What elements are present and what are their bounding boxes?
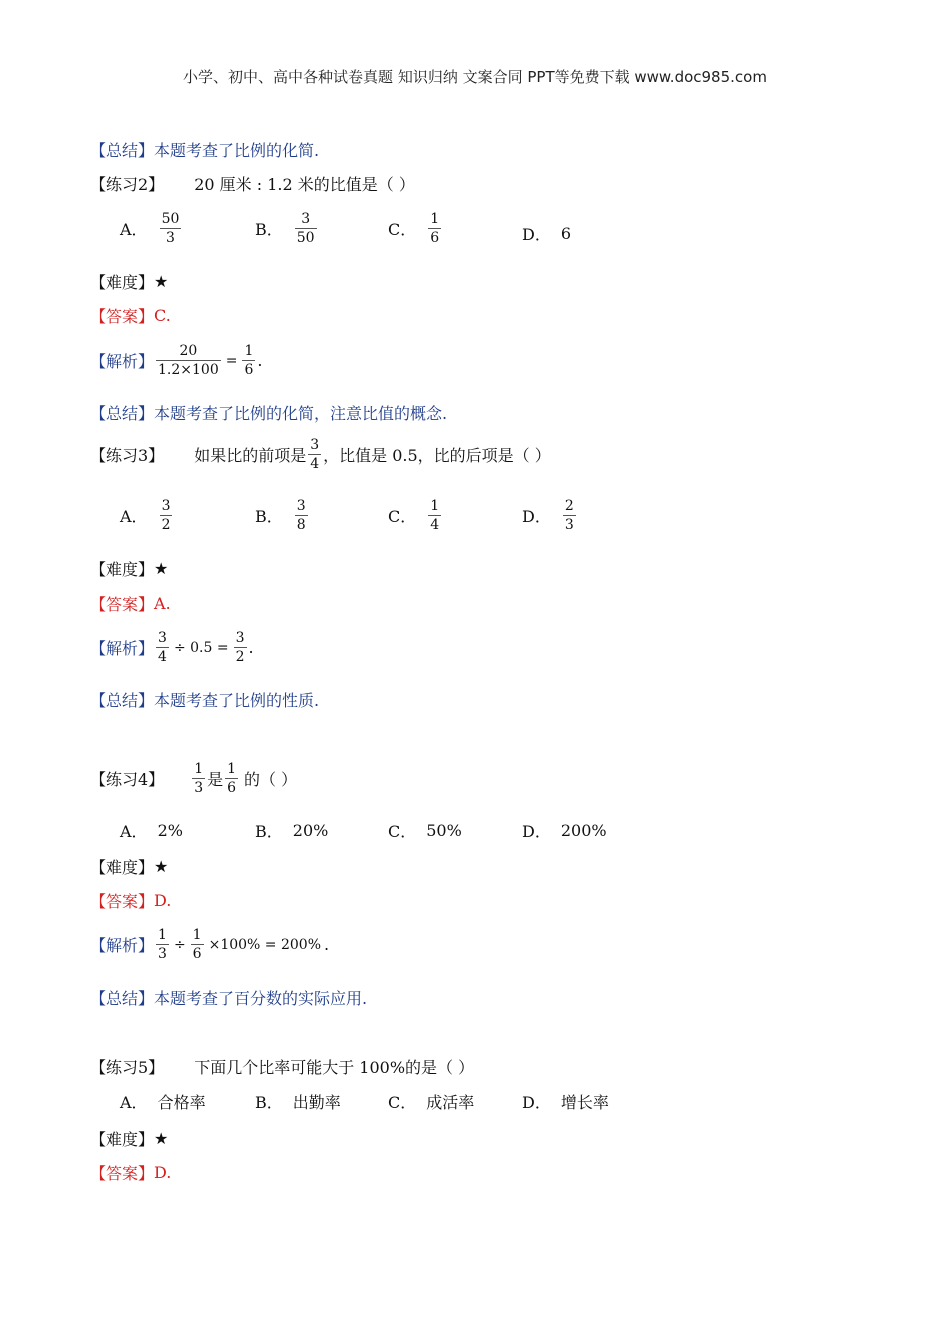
option-c: C． $\frac{1}{4}$: [388, 498, 440, 533]
page-header: 小学、初中、高中各种试卷真题 知识归纳 文案合同 PPT等免费下载 www.doc985.com: [183, 68, 767, 86]
question-label: 【练习2】: [90, 175, 165, 194]
question-4: 【练习4】 $\frac{1}{3}$ 是 $\frac{1}{6}$ 的（ ）: [90, 761, 298, 796]
difficulty-5: 【难度】 ★: [90, 1129, 169, 1149]
analysis-2: 【解析】 $\frac{20}{1.2\times 100}$ = $\frac{1}{6}$ .: [90, 343, 263, 378]
option-d: D． 200%: [522, 821, 607, 841]
answer-5: 【答案】 D.: [90, 1163, 172, 1183]
option-b: B． $\frac{3}{8}$: [255, 498, 306, 533]
summary-2: 【总结】 本题考查了比例的化简，注意比值的概念.: [90, 404, 448, 423]
summary-4: 【总结】 本题考查了百分数的实际应用.: [90, 989, 368, 1008]
difficulty-4: 【难度】 ★: [90, 857, 169, 877]
summary-tag: 【总结】: [90, 141, 155, 160]
option-d: D． 增长率: [522, 1093, 609, 1112]
fraction: $\frac{3}{50}$: [296, 211, 315, 246]
answer-3: 【答案】 A.: [90, 594, 171, 614]
option-a: A． $\frac{3}{2}$: [120, 498, 171, 533]
option-d: D． $\frac{2}{3}$: [522, 498, 574, 533]
option-d: D． 6: [522, 224, 572, 244]
analysis-3: 【解析】 $\frac{3}{4}$ ÷ 0.5 = $\frac{3}{2}$ .: [90, 630, 254, 665]
fraction: $\frac{1}{3}$: [158, 927, 167, 962]
option-b: B． 20%: [255, 821, 329, 841]
option-a: A． 合格率: [120, 1093, 206, 1112]
question-5: 【练习5】 下面几个比率可能大于 100%的是（ ）: [90, 1058, 475, 1077]
fraction: $\frac{3}{4}$: [310, 437, 320, 472]
question-2: [90, 172, 415, 195]
fraction: $\frac{1}{6}$: [192, 927, 202, 962]
fraction: $\frac{1}{4}$: [430, 498, 440, 533]
fraction: $\frac{3}{4}$: [158, 630, 167, 665]
option-b: B． 出勤率: [255, 1093, 341, 1112]
option-b: B． $\frac{3}{50}$: [255, 211, 315, 246]
star-icon: ★: [154, 272, 169, 291]
fraction: $\frac{3}{2}$: [161, 498, 171, 533]
question-3: 【练习3】 如果比的前项是 $\frac{3}{4}$ ，比值是 0.5，比的后项是（ ）: [90, 437, 551, 472]
fraction: $\frac{1}{6}$: [244, 343, 254, 378]
difficulty-2: 【难度】 ★: [90, 272, 169, 292]
fraction: $\frac{20}{1.2\times 100}$: [158, 343, 219, 378]
fraction: $\frac{1}{3}$: [194, 761, 204, 796]
question-text: 20 厘米 : 1.2 米的比值是（ ）: [194, 175, 415, 194]
summary-text: 本题考查了比例的化简.: [154, 141, 320, 160]
option-c: C． $\frac{1}{6}$: [388, 211, 440, 246]
fraction: $\frac{2}{3}$: [564, 498, 574, 533]
option-c: C． 50%: [388, 821, 462, 841]
fraction: $\frac{3}{2}$: [235, 630, 245, 665]
answer-4: 【答案】 D.: [90, 891, 172, 911]
answer-2: 【答案】 C.: [90, 306, 171, 326]
star-icon: ★: [154, 857, 169, 876]
summary-1: [90, 138, 319, 161]
star-icon: ★: [154, 1129, 169, 1148]
option-c: C． 成活率: [388, 1093, 475, 1112]
summary-3: 【总结】 本题考查了比例的性质.: [90, 691, 320, 710]
difficulty-3: 【难度】 ★: [90, 559, 169, 579]
fraction: $\frac{3}{8}$: [296, 498, 306, 533]
option-a: A． 2%: [120, 821, 183, 841]
fraction: $\frac{1}{6}$: [227, 761, 237, 796]
fraction: $\frac{50}{3}$: [161, 211, 180, 246]
analysis-4: 【解析】 $\frac{1}{3}$ ÷ $\frac{1}{6}$ ×100% = 200% .: [90, 927, 330, 962]
star-icon: ★: [154, 559, 169, 578]
option-a: A． $\frac{50}{3}$: [120, 211, 180, 246]
fraction: $\frac{1}{6}$: [430, 211, 440, 246]
